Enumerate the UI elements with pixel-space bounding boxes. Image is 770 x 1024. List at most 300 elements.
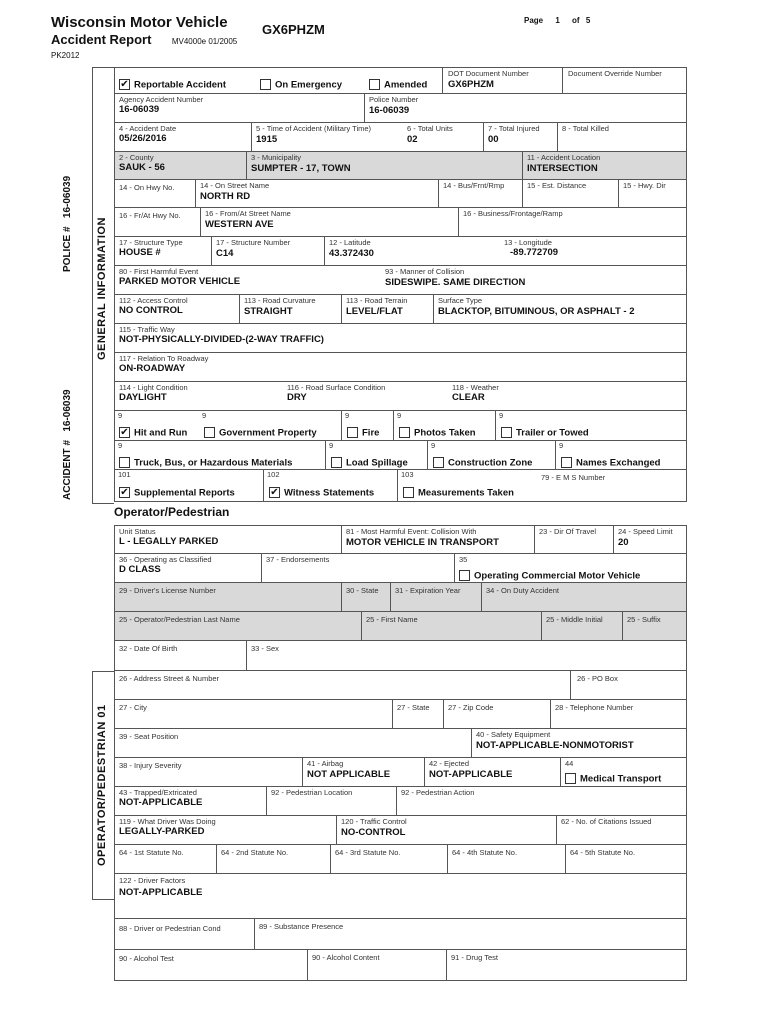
unit-status-label: Unit Status [119,527,156,536]
pobox-cell [570,671,686,699]
terrain-value: LEVEL/FLAT [346,306,403,317]
load-checkbox[interactable] [331,457,342,468]
trailer-group[interactable] [501,424,589,442]
side-accident-value: 16-06039 [62,389,73,432]
op-row-class [114,554,687,583]
most-harm-value: MOTOR VEHICLE IN TRANSPORT [346,537,499,548]
side-accident-number [62,389,73,500]
roadsurf-field [287,383,385,403]
sex-label: 33 - Sex [251,644,279,653]
suffix-label: 25 - Suffix [627,615,661,624]
speed-label: 24 - Speed Limit [618,527,673,536]
statute-5-cell [565,845,686,873]
license-state-cell [341,583,390,611]
phone-label: 28 - Telephone Number [555,703,634,712]
row-truck [114,441,687,470]
curve-cell [239,295,341,323]
trailer-checkbox[interactable] [501,427,512,438]
op-row-city [114,700,687,729]
manner-label: 93 - Manner of Collision [385,267,465,276]
truck-checkbox[interactable] [119,457,130,468]
medical-checkbox[interactable] [565,773,576,784]
row-structure [114,237,687,266]
unit-status-field [119,527,218,547]
surface-label: Surface Type [438,296,483,305]
reportable-checkbox-group[interactable] [119,76,226,94]
form-subtitle-line [51,31,237,49]
on-emergency-checkbox[interactable] [260,79,271,90]
ems-label: 79 - E M S Number [541,473,606,482]
frhwy-label: 16 - Fr/At Hwy No. [119,211,181,220]
construction-cell [427,441,555,469]
last-name-label: 25 - Operator/Pedestrian Last Name [119,615,240,624]
injury-label: 38 - Injury Severity [119,761,182,770]
photos-cell [393,411,495,440]
photos-checkbox[interactable] [399,427,410,438]
page-number: 1 [555,16,560,25]
field-number-9: 9 [202,411,207,420]
time-label: 5 - Time of Accident (Military Time) [256,124,372,133]
city-label: 27 - City [119,703,147,712]
agency-field [119,95,203,115]
roadsurf-label: 116 - Road Surface Condition [287,383,386,392]
exp-cell [390,583,481,611]
form-subtitle: Accident Report [51,32,152,47]
supp-group[interactable] [119,484,235,502]
medical-label: Medical Transport [580,773,662,785]
struct-type-label: 17 - Structure Type [119,238,183,247]
statute-5-label: 64 - 5th Statute No. [570,848,636,857]
statute-3-cell [330,845,447,873]
middle-label: 25 - Middle Initial [546,615,603,624]
units-value: 02 [407,134,418,145]
location-value: INTERSECTION [527,163,598,174]
field-number-44: 44 [565,759,574,768]
factors-value: NOT-APPLICABLE [119,887,203,898]
agency-label: Agency Accident Number [119,95,204,104]
operator-section-title: Operator/Pedestrian [114,505,230,519]
eject-label: 42 - Ejected [429,759,470,768]
row-road [114,295,687,324]
of-label: of [572,16,580,25]
exp-label: 31 - Expiration Year [395,586,461,595]
amended-group[interactable] [369,76,427,94]
medical-group[interactable] [565,770,661,788]
cond-label: 88 - Driver or Pedestrian Cond [119,924,221,933]
dir-label: 15 - Hwy. Dir [623,181,666,190]
photos-group[interactable] [399,424,476,442]
middle-cell [541,612,622,640]
photos-label: Photos Taken [414,427,476,439]
field-number-101: 101 [118,470,131,479]
injured-cell [483,123,557,151]
curve-value: STRAIGHT [244,306,293,317]
tcontrol-value: NO-CONTROL [341,827,406,838]
endorse-cell [261,554,454,582]
eject-value: NOT-APPLICABLE [429,769,513,780]
county-field [119,153,165,173]
class-field [119,555,212,575]
dot-doc-value: GX6PHZM [448,79,494,90]
dir-cell [618,180,686,207]
op-row-statutes [114,845,687,874]
row-supp [114,470,687,502]
light-value: DAYLIGHT [119,392,167,403]
witness-checkbox[interactable]: ✔ [270,487,279,499]
seat-label: 39 - Seat Position [119,732,179,741]
field-number-9: 9 [397,411,402,420]
doing-value: LEGALLY-PARKED [119,826,205,837]
eject-cell [424,758,560,786]
names-checkbox[interactable] [561,457,572,468]
row-county [114,152,687,180]
measure-checkbox[interactable] [403,487,414,498]
frbus-cell [458,208,686,236]
supp-checkbox[interactable]: ✔ [120,487,129,499]
row-hit-run [114,411,687,441]
dist-label: 15 - Est. Distance [527,181,587,190]
factors-label: 122 - Driver Factors [119,876,186,885]
truck-label: Truck, Bus, or Hazardous Materials [134,457,293,469]
date-value: 05/26/2016 [119,133,167,144]
reportable-label: Reportable Accident [134,79,227,91]
access-label: 112 - Access Control [119,296,188,305]
frstreet-value: WESTERN AVE [205,219,274,230]
drug-label: 91 - Drug Test [451,953,498,962]
fire-cell [341,411,393,440]
class-label: 36 - Operating as Classified [119,555,212,564]
lon-label: 13 - Longitude [504,238,552,247]
supp-label: Supplemental Reports [134,487,235,499]
statute-4-label: 64 - 4th Statute No. [452,848,518,857]
street-cell [195,180,438,207]
speed-cell [613,526,686,553]
names-label: Names Exchanged [576,457,661,469]
side-accident-label: ACCIDENT # [62,439,73,500]
statute-4-cell [447,845,565,873]
fire-label: Fire [362,427,380,439]
statute-3-label: 64 - 3rd Statute No. [335,848,401,857]
light-label: 114 - Light Condition [119,383,188,392]
field-number-102: 102 [267,470,280,479]
witness-group[interactable] [269,484,374,502]
police-label: Police Number [369,95,419,104]
agency-value: 16-06039 [119,104,160,115]
city-state-cell [392,700,443,728]
dot-doc-label: DOT Document Number [448,69,529,78]
amended-label: Amended [384,79,428,91]
override-label: Document Override Number [568,69,662,78]
city-state-label: 27 - State [397,703,430,712]
police-value: 16-06039 [369,105,410,116]
access-value: NO CONTROL [119,305,183,316]
struct-type-field [119,238,183,258]
frstreet-cell [200,208,458,236]
first-name-label: 25 - First Name [366,615,418,624]
gov-prop-group[interactable] [204,424,317,442]
trapped-value: NOT-APPLICABLE [119,797,203,808]
weather-label: 118 - Weather [452,383,499,392]
harm-label: 80 - First Harmful Event [119,267,199,276]
duty-cell [481,583,686,611]
airbag-label: 41 - Airbag [307,759,344,768]
lat-cell [324,237,502,265]
row-traffic [114,324,687,353]
row-date [114,123,687,152]
hit-run-checkbox[interactable]: ✔ [120,427,129,439]
form-title: Wisconsin Motor Vehicle [51,14,228,31]
date-field [119,124,176,144]
county-label: 2 - County [119,153,154,162]
names-cell [555,441,686,469]
op-row-license [114,583,687,612]
frstreet-label: 16 - From/At Street Name [205,209,291,218]
construction-label: Construction Zone [448,457,533,469]
muni-value: SUMPTER - 17, TOWN [251,163,351,174]
document-code: GX6PHZM [262,22,325,37]
weather-field [452,383,499,403]
row-reportable [114,67,687,94]
travel-label: 23 - Dir Of Travel [539,527,597,536]
op-row-dob [114,641,687,671]
alc-test-label: 90 - Alcohol Test [119,954,174,963]
op-row-seat [114,729,687,758]
phone-cell [550,700,686,728]
light-field [119,383,188,403]
license-label: 29 - Driver's License Number [119,586,216,595]
killed-cell [557,123,686,151]
field-number-9: 9 [345,411,350,420]
curve-label: 113 - Road Curvature [244,296,316,305]
killed-label: 8 - Total Killed [562,124,609,133]
op-row-alcohol [114,950,687,981]
field-number-9: 9 [329,441,334,450]
surface-cell [433,295,686,323]
safety-value: NOT-APPLICABLE-NONMOTORIST [476,740,634,751]
relation-label: 117 - Relation To Roadway [119,354,209,363]
most-harm-cell [341,526,534,553]
on-emergency-label: On Emergency [275,79,343,91]
citations-label: 62 - No. of Citations Issued [561,817,652,826]
subst-label: 89 - Substance Presence [259,922,344,931]
trapped-label: 43 - Trapped/Extricated [119,788,197,797]
manner-cell [385,266,686,294]
muni-label: 3 - Municipality [251,153,302,162]
alc-content-cell [307,950,446,980]
dob-label: 32 - Date Of Birth [119,644,178,653]
surface-value: BLACKTOP, BITUMINOUS, OR ASPHALT - 2 [438,306,635,317]
tcontrol-label: 120 - Traffic Control [341,817,407,826]
location-cell [522,152,686,179]
op-row-address [114,671,687,700]
trapped-field [119,788,202,808]
general-info-label: GENERAL INFORMATION [96,217,108,360]
construction-checkbox[interactable] [433,457,444,468]
op-row-trapped [114,787,687,816]
units-cell [403,123,483,151]
measure-group[interactable] [403,484,514,502]
frbus-label: 16 - Business/Frontage/Ramp [463,209,563,218]
row-light [114,382,687,411]
trailer-label: Trailer or Towed [516,427,589,439]
op-row-doing [114,816,687,845]
traffic-value: NOT-PHYSICALLY-DIVIDED-(2-WAY TRAFFIC) [119,334,324,345]
units-label: 6 - Total Units [407,124,453,133]
speed-value: 20 [618,537,629,548]
op-row-name [114,612,687,641]
measure-label: Measurements Taken [418,487,514,499]
reportable-checkbox[interactable]: ✔ [120,79,129,91]
license-state-label: 30 - State [346,586,379,595]
safety-cell [471,729,686,757]
lat-value: 43.372430 [329,248,374,259]
date-label: 4 - Accident Date [119,124,177,133]
field-number-9: 9 [559,441,564,450]
field-number-103: 103 [401,470,414,479]
lat-label: 12 - Latitude [329,238,371,247]
struct-no-cell [211,237,324,265]
pedloc-label: 92 - Pedestrian Location [271,788,353,797]
airbag-cell [302,758,424,786]
statute-1-label: 64 - 1st Statute No. [119,848,184,857]
harm-value: PARKED MOTOR VEHICLE [119,276,241,287]
form-number: MV4000e 01/2005 [171,37,238,46]
suffix-cell [622,612,686,640]
weather-value: CLEAR [452,392,485,403]
doing-label: 119 - What Driver Was Doing [119,817,216,826]
page-indicator [524,16,590,25]
pedact-cell [396,787,686,815]
fire-checkbox[interactable] [347,427,358,438]
hwy-label: 14 - On Hwy No. [119,183,175,192]
pedloc-cell [266,787,396,815]
side-police-label: POLICE # [62,226,73,272]
cmv-checkbox[interactable] [459,570,470,581]
roadsurf-value: DRY [287,392,307,403]
terrain-cell [341,295,433,323]
gov-cell [199,411,341,440]
pobox-label: 26 - PO Box [577,674,618,683]
fire-group[interactable] [347,424,379,442]
field-number-35: 35 [459,555,468,564]
dot-doc-cell [442,68,562,93]
injured-label: 7 - Total Injured [488,124,540,133]
on-emergency-group[interactable] [260,76,342,94]
duty-label: 34 - On Duty Accident [486,586,559,595]
relation-field [119,354,208,374]
side-police-value: 16-06039 [62,175,73,219]
witness-cell [263,470,397,501]
tcontrol-cell [336,816,556,844]
row-harm [114,266,687,295]
pk-code: PK2012 [51,51,80,60]
field-number-9: 9 [499,411,504,420]
trailer-cell [495,411,686,440]
muni-cell [246,152,522,179]
bus-label: 14 - Bus/Frnt/Rmp [443,181,505,190]
field-number-9: 9 [118,441,123,450]
endorse-label: 37 - Endorsements [266,555,330,564]
doing-field [119,817,216,837]
street-label: 14 - On Street Name [200,181,270,190]
zip-label: 27 - Zip Code [448,703,494,712]
factors-field [119,876,202,898]
time-value: 1915 [256,134,278,145]
gov-prop-checkbox[interactable] [204,427,215,438]
hit-run-label: Hit and Run [134,427,188,439]
unit-status-value: L - LEGALLY PARKED [119,536,219,547]
location-label: 11 - Accident Location [527,153,601,162]
struct-type-value: HOUSE # [119,247,161,258]
drug-cell [446,950,686,980]
most-harm-label: 81 - Most Harmful Event: Collision With [346,527,477,536]
measure-cell [397,470,537,501]
lon-cell [502,237,686,265]
op-row-injury [114,758,687,787]
row-hwy [114,180,687,208]
access-field [119,296,188,316]
load-cell [325,441,427,469]
cmv-label: Operating Commercial Motor Vehicle [474,570,641,582]
zip-cell [443,700,550,728]
statute-2-cell [216,845,330,873]
first-name-cell [361,612,541,640]
citations-cell [556,816,686,844]
ems-cell [537,470,686,501]
street-value: NORTH RD [200,191,251,202]
row-relation [114,353,687,382]
side-police-number [62,176,73,272]
struct-no-label: 17 - Structure Number [216,238,291,247]
page-total: 5 [585,16,591,25]
override-cell [562,68,686,93]
amended-checkbox[interactable] [369,79,380,90]
op-row-cond [114,919,687,950]
airbag-value: NOT APPLICABLE [307,769,391,780]
dist-cell [522,180,618,207]
page-label: Page [524,16,544,25]
class-value: D CLASS [119,564,161,575]
row-agency [114,94,687,123]
traffic-label: 115 - Traffic Way [119,325,175,334]
pedact-label: 92 - Pedestrian Action [401,788,475,797]
op-row-factors [114,874,687,919]
statute-2-label: 64 - 2nd Statute No. [221,848,289,857]
alc-content-label: 90 - Alcohol Content [312,953,380,962]
travel-cell [534,526,613,553]
subst-cell [254,919,686,949]
harm-field [119,267,240,287]
hit-run-group[interactable] [119,424,187,442]
cmv-cell [454,554,686,582]
bus-cell [438,180,522,207]
load-label: Load Spillage [346,457,408,469]
gov-prop-label: Government Property [219,427,317,439]
terrain-label: 113 - Road Terrain [346,296,408,305]
police-cell [364,94,686,122]
county-value: SAUK - 56 [119,162,165,173]
medical-cell [560,758,686,786]
sex-cell [246,641,686,670]
relation-value: ON-ROADWAY [119,363,186,374]
address-label: 26 - Address Street & Number [119,674,220,683]
struct-no-value: C14 [216,248,234,259]
manner-value: SIDESWIPE. SAME DIRECTION [385,277,526,288]
time-cell [251,123,403,151]
field-number-9: 9 [118,411,123,420]
op-row-status [114,525,687,554]
witness-label: Witness Statements [284,487,375,499]
